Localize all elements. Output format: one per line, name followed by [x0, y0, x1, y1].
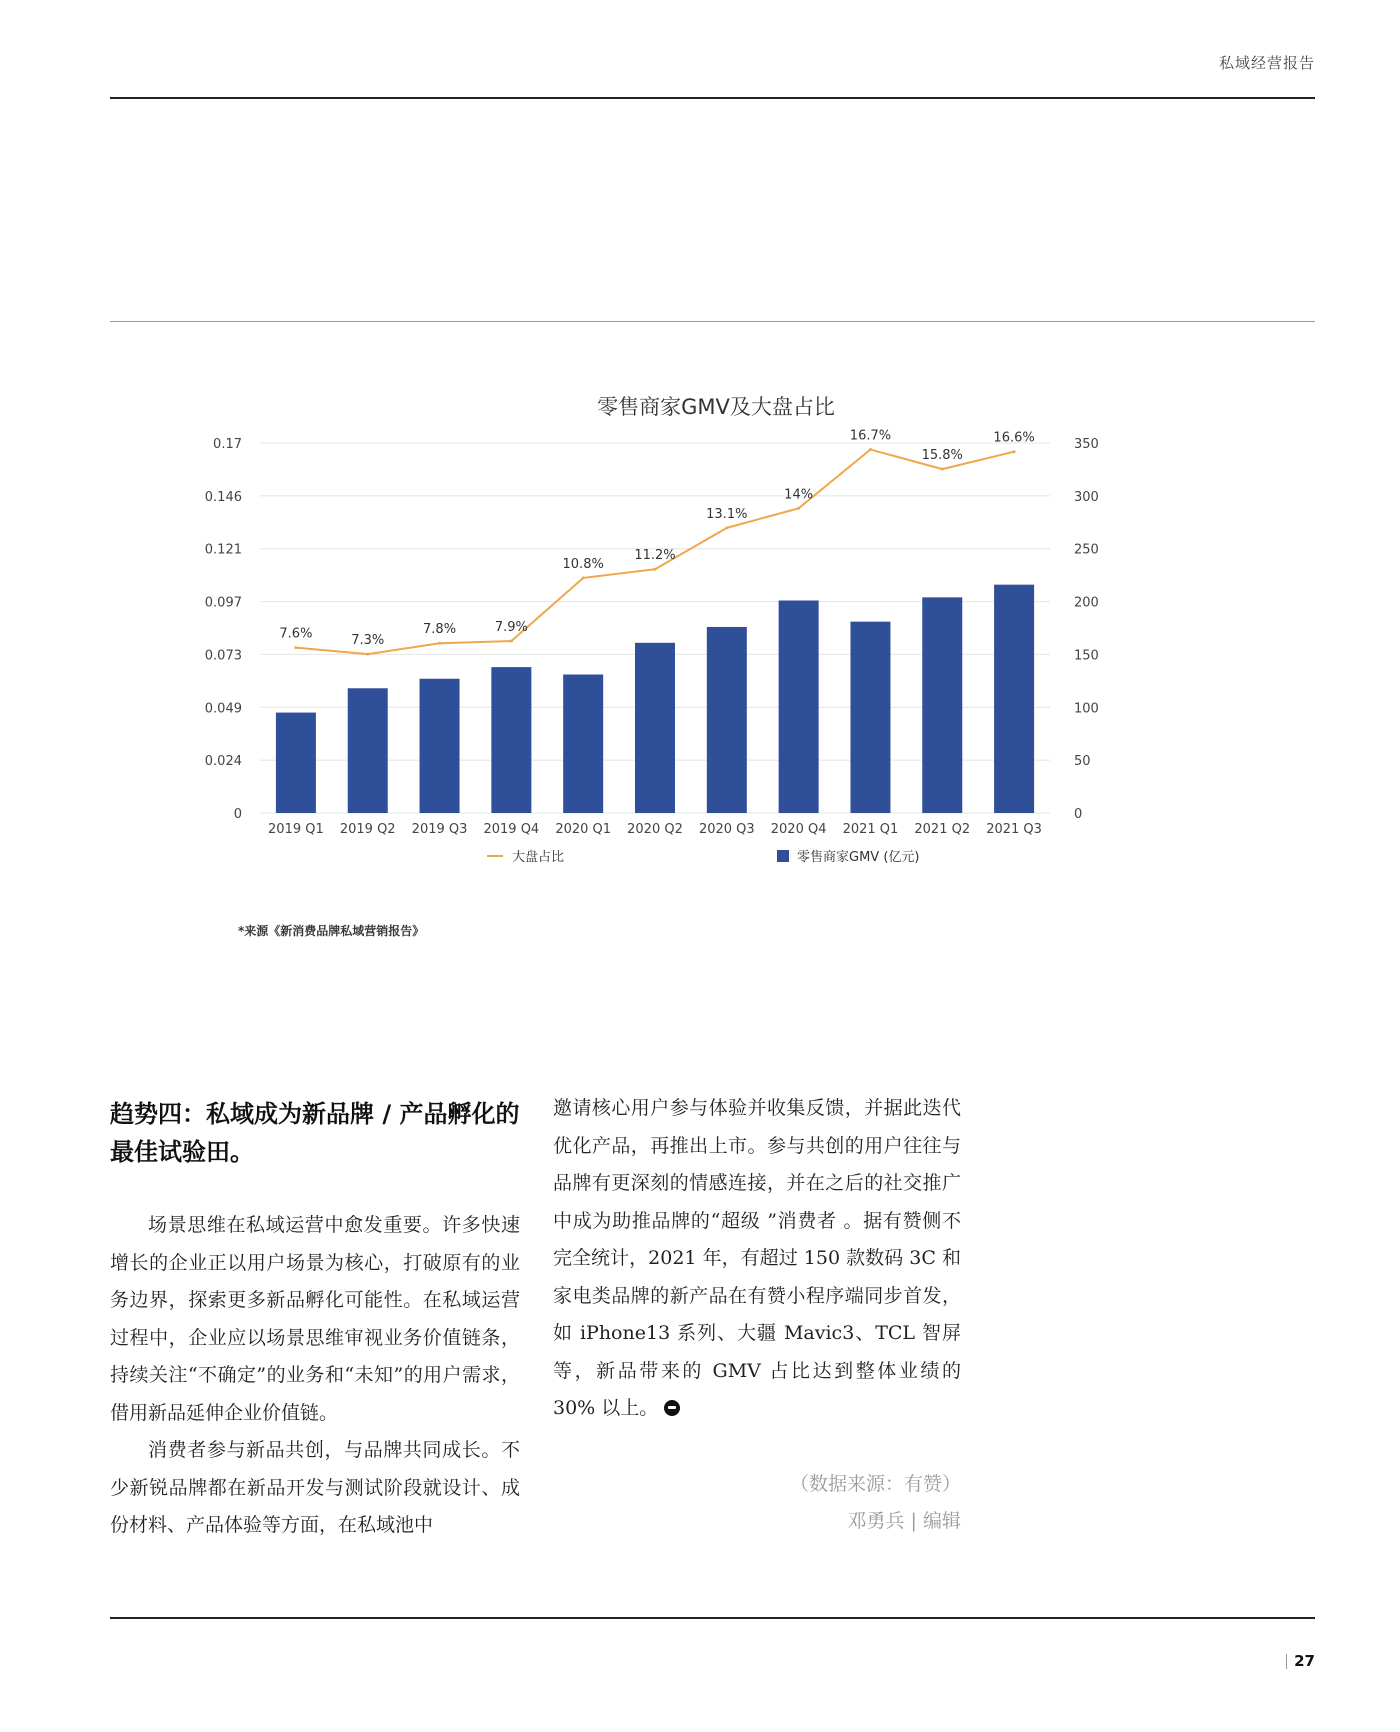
editor-credit: 邓勇兵 | 编辑 [847, 1510, 961, 1532]
share-point [725, 526, 728, 529]
article-left-column [110, 1095, 520, 1545]
article-right-column [553, 1090, 961, 1541]
category-tick-label: 2021 Q3 [986, 822, 1042, 837]
left-axis-tick-label: 0.17 [213, 437, 242, 452]
share-point [654, 568, 657, 571]
category-tick-label: 2020 Q1 [555, 822, 612, 837]
share-point [582, 576, 585, 579]
gmv-bar [850, 622, 890, 813]
share-point [366, 653, 369, 656]
article-paragraph-3-text: 邀请核心用户参与体验并收集反馈，并据此迭代优化产品，再推出上市。参与共创的用户往往与品牌有更深刻的情感连接，并在之后的社交推广中成为助推品牌的“超级 ”消费者 。据有赞侧不完全统计，2021 年，有超过 150 款数码 3C 和家电类品牌的新产品在有赞小程序端同步首发，如 iPhone13 系列、大疆 Mavic3、TCL 智屏等，新品带来的 GMV 占比达到整体业绩的 30% 以上。 [553, 1097, 961, 1419]
legend-bar-label: 零售商家GMV (亿元) [797, 850, 920, 865]
gmv-bar [994, 585, 1034, 813]
data-source: （数据来源：有赞） [789, 1472, 961, 1495]
share-data-label: 13.1% [706, 506, 748, 522]
gmv-bar [922, 597, 962, 813]
chart-source-note: *来源《新消费品牌私域营销报告》 [238, 924, 425, 938]
share-data-label: 15.8% [921, 448, 963, 464]
article-heading: 趋势四：私域成为新品牌 / 产品孵化的最佳试验田。 [110, 1100, 520, 1166]
share-data-label: 16.6% [993, 430, 1035, 446]
gmv-bar [635, 643, 675, 813]
article-paragraph-1: 场景思维在私域运营中愈发重要。许多快速增长的企业正以用户场景为核心，打破原有的业务边界，探索更多新品孵化可能性。在私域运营过程中，企业应以场景思维审视业务价值链条，持续关注“不确定”的业务和“未知”的用户需求，借用新品延伸企业价值链。 [110, 1214, 520, 1424]
right-axis-tick-label: 100 [1074, 701, 1099, 717]
gmv-chart [200, 380, 1200, 880]
top-rule [110, 97, 1315, 99]
left-axis-tick-label: 0.097 [204, 595, 242, 611]
share-point [941, 468, 944, 471]
category-tick-label: 2021 Q2 [914, 822, 971, 837]
left-axis-tick-label: 0.024 [204, 754, 242, 770]
report-title: 私域经营报告 [1218, 54, 1315, 72]
gmv-bar [707, 627, 747, 813]
section-rule [110, 321, 1315, 322]
category-tick-label: 2019 Q2 [339, 822, 396, 837]
share-data-label: 7.6% [279, 626, 313, 642]
right-axis-tick-label: 150 [1074, 648, 1099, 664]
article-paragraph-3 [553, 1090, 961, 1428]
end-mark-icon [664, 1400, 680, 1416]
category-tick-label: 2021 Q1 [842, 822, 899, 837]
share-point [438, 642, 441, 645]
share-point [869, 448, 872, 451]
article-paragraph-2: 消费者参与新品共创，与品牌共同成长。不少新锐品牌都在新品开发与测试阶段就设计、成份材料、产品体验等方面，在私域池中 [110, 1439, 520, 1536]
category-tick-label: 2020 Q3 [698, 822, 755, 837]
left-axis-tick-label: 0.146 [204, 489, 242, 505]
right-axis-tick-label: 200 [1074, 595, 1099, 611]
category-tick-label: 2019 Q1 [268, 822, 324, 837]
footer-rule [110, 1617, 1315, 1619]
share-data-label: 14% [784, 487, 814, 503]
chart-title: 零售商家GMV及大盘占比 [597, 395, 835, 419]
category-tick-label: 2020 Q4 [770, 822, 827, 837]
share-point [797, 507, 800, 510]
page-number: 27 [1294, 1652, 1315, 1670]
share-point [510, 640, 513, 643]
right-axis-tick-label: 350 [1074, 437, 1099, 452]
gmv-bar [276, 713, 316, 813]
legend-bar-swatch [777, 850, 789, 862]
category-tick-label: 2019 Q4 [483, 822, 540, 837]
share-data-label: 11.2% [634, 548, 676, 564]
left-axis-tick-label: 0 [233, 807, 242, 822]
left-axis-tick-label: 0.073 [204, 648, 242, 664]
legend-line-label: 大盘占比 [512, 850, 565, 865]
left-axis-tick-label: 0.121 [204, 542, 242, 558]
category-tick-label: 2020 Q2 [627, 822, 683, 837]
gmv-bar [420, 679, 460, 813]
gmv-bar [563, 675, 603, 813]
gmv-bar [779, 601, 819, 813]
gmv-bar [491, 667, 531, 813]
share-data-label: 16.7% [849, 428, 892, 444]
share-point [1013, 450, 1016, 453]
share-data-label: 7.9% [494, 620, 528, 636]
right-axis-tick-label: 0 [1074, 807, 1083, 822]
share-data-label: 7.8% [423, 622, 457, 638]
right-axis-tick-label: 300 [1074, 489, 1099, 505]
share-data-label: 7.3% [351, 633, 385, 649]
page-number-divider [1286, 1654, 1287, 1669]
right-axis-tick-label: 50 [1074, 754, 1091, 770]
right-axis-tick-label: 250 [1074, 542, 1099, 558]
share-point [294, 646, 297, 649]
credits [553, 1466, 961, 1541]
left-axis-tick-label: 0.049 [204, 701, 242, 717]
gmv-bar [348, 688, 388, 813]
category-tick-label: 2019 Q3 [411, 822, 468, 837]
share-data-label: 10.8% [562, 556, 604, 572]
